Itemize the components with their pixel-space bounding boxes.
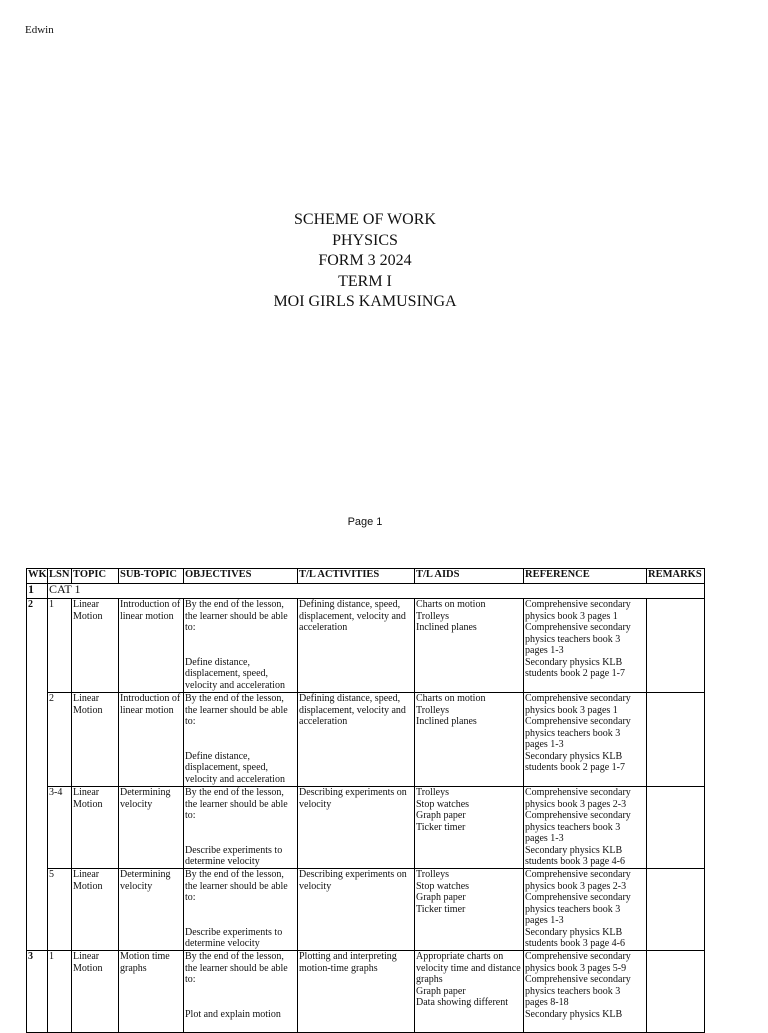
objectives-cell	[184, 787, 298, 869]
topic-cell: Linear Motion	[72, 787, 119, 869]
table-row	[27, 693, 705, 787]
week-number: 3	[27, 951, 48, 1033]
title-line: FORM 3 2024	[318, 252, 412, 270]
topic-cell: Linear Motion	[72, 951, 119, 1033]
objectives-cell	[184, 599, 298, 693]
reference-cell: Comprehensive secondary physics book 3 pages 2-3 Comprehensive secondary physics teachers book 3 pages 1-3 Secondary physics KLB students book 3 page 4-6	[524, 787, 647, 869]
topic-cell: Linear Motion	[72, 693, 119, 787]
subtopic-cell: Motion time graphs	[119, 951, 184, 1033]
col-header-wk: WK	[27, 569, 48, 584]
remarks-cell	[647, 693, 705, 787]
col-header-subtopic: SUB-TOPIC	[119, 569, 184, 584]
title-line: TERM I	[338, 272, 392, 290]
col-header-aids: T/L AIDS	[415, 569, 524, 584]
table-header-row	[27, 569, 705, 584]
lesson-number: 2	[48, 693, 72, 787]
reference-cell: Comprehensive secondary physics book 3 pages 1 Comprehensive secondary physics teachers book 3 pages 1-3 Secondary physics KLB students book 2 page 1-7	[524, 693, 647, 787]
col-header-lsn: LSN	[48, 569, 72, 584]
week-number: 1	[27, 584, 48, 599]
activities-cell: Describing experiments on velocity	[298, 869, 415, 951]
activities-cell: Defining distance, speed, displacement, velocity and acceleration	[298, 693, 415, 787]
aids-cell: Appropriate charts on velocity time and distance graphs Graph paper Data showing different	[415, 951, 524, 1033]
objectives-text: Describe experiments to determine velocity	[185, 844, 283, 867]
activities-cell: Plotting and interpreting motion-time graphs	[298, 951, 415, 1033]
lesson-number: 3-4	[48, 787, 72, 869]
week-number: 2	[27, 599, 48, 951]
document-title	[0, 210, 730, 313]
lesson-number: 1	[48, 599, 72, 693]
activities-cell: Describing experiments on velocity	[298, 787, 415, 869]
cat-label: CAT 1	[48, 584, 705, 599]
objectives-text: Plot and explain motion	[185, 1008, 281, 1020]
objectives-intro: By the end of the lesson, the learner should be able to:	[185, 869, 288, 903]
remarks-cell	[647, 869, 705, 951]
table-row	[27, 787, 705, 869]
topic-cell: Linear Motion	[72, 869, 119, 951]
table-row	[27, 599, 705, 693]
subtopic-cell: Determining velocity	[119, 869, 184, 951]
remarks-cell	[647, 787, 705, 869]
remarks-cell	[647, 951, 705, 1033]
objectives-text: Define distance, displacement, speed, velocity and acceleration	[185, 750, 285, 785]
subtopic-cell: Introduction of linear motion	[119, 693, 184, 787]
scheme-of-work-table	[26, 568, 705, 1033]
objectives-text: Define distance, displacement, speed, velocity and acceleration	[185, 656, 285, 691]
topic-cell: Linear Motion	[72, 599, 119, 693]
col-header-objectives: OBJECTIVES	[184, 569, 298, 584]
objectives-cell	[184, 951, 298, 1033]
title-line: MOI GIRLS KAMUSINGA	[273, 293, 457, 311]
aids-cell: Charts on motion Trolleys Inclined planes	[415, 599, 524, 693]
reference-cell: Comprehensive secondary physics book 3 pages 5-9 Comprehensive secondary physics teachers book 3 pages 8-18 Secondary physics KLB	[524, 951, 647, 1033]
aids-cell: Trolleys Stop watches Graph paper Ticker timer	[415, 787, 524, 869]
title-line: SCHEME OF WORK	[294, 211, 436, 228]
author-header: Edwin	[25, 24, 54, 36]
activities-cell: Defining distance, speed, displacement, velocity and acceleration	[298, 599, 415, 693]
objectives-intro: By the end of the lesson, the learner should be able to:	[185, 787, 288, 821]
objectives-cell	[184, 869, 298, 951]
title-line: PHYSICS	[332, 231, 398, 249]
page-number: Page 1	[347, 516, 383, 528]
col-header-activities: T/L ACTIVITIES	[298, 569, 415, 584]
lesson-number: 5	[48, 869, 72, 951]
remarks-cell	[647, 599, 705, 693]
objectives-intro: By the end of the lesson, the learner should be able to:	[185, 693, 288, 727]
subtopic-cell: Determining velocity	[119, 787, 184, 869]
objectives-cell	[184, 693, 298, 787]
col-header-topic: TOPIC	[72, 569, 119, 584]
objectives-text: Describe experiments to determine velocity	[185, 926, 283, 949]
col-header-remarks: REMARKS	[647, 569, 705, 584]
table-row	[27, 869, 705, 951]
objectives-intro: By the end of the lesson, the learner should be able to:	[185, 599, 288, 633]
table-row-cat	[27, 584, 705, 599]
col-header-reference: REFERENCE	[524, 569, 647, 584]
objectives-intro: By the end of the lesson, the learner should be able to:	[185, 951, 288, 985]
aids-cell: Charts on motion Trolleys Inclined planes	[415, 693, 524, 787]
aids-cell: Trolleys Stop watches Graph paper Ticker timer	[415, 869, 524, 951]
reference-cell: Comprehensive secondary physics book 3 pages 1 Comprehensive secondary physics teachers book 3 pages 1-3 Secondary physics KLB students book 2 page 1-7	[524, 599, 647, 693]
reference-cell: Comprehensive secondary physics book 3 pages 2-3 Comprehensive secondary physics teachers book 3 pages 1-3 Secondary physics KLB students book 3 page 4-6	[524, 869, 647, 951]
subtopic-cell: Introduction of linear motion	[119, 599, 184, 693]
table-row	[27, 951, 705, 1033]
lesson-number: 1	[48, 951, 72, 1033]
